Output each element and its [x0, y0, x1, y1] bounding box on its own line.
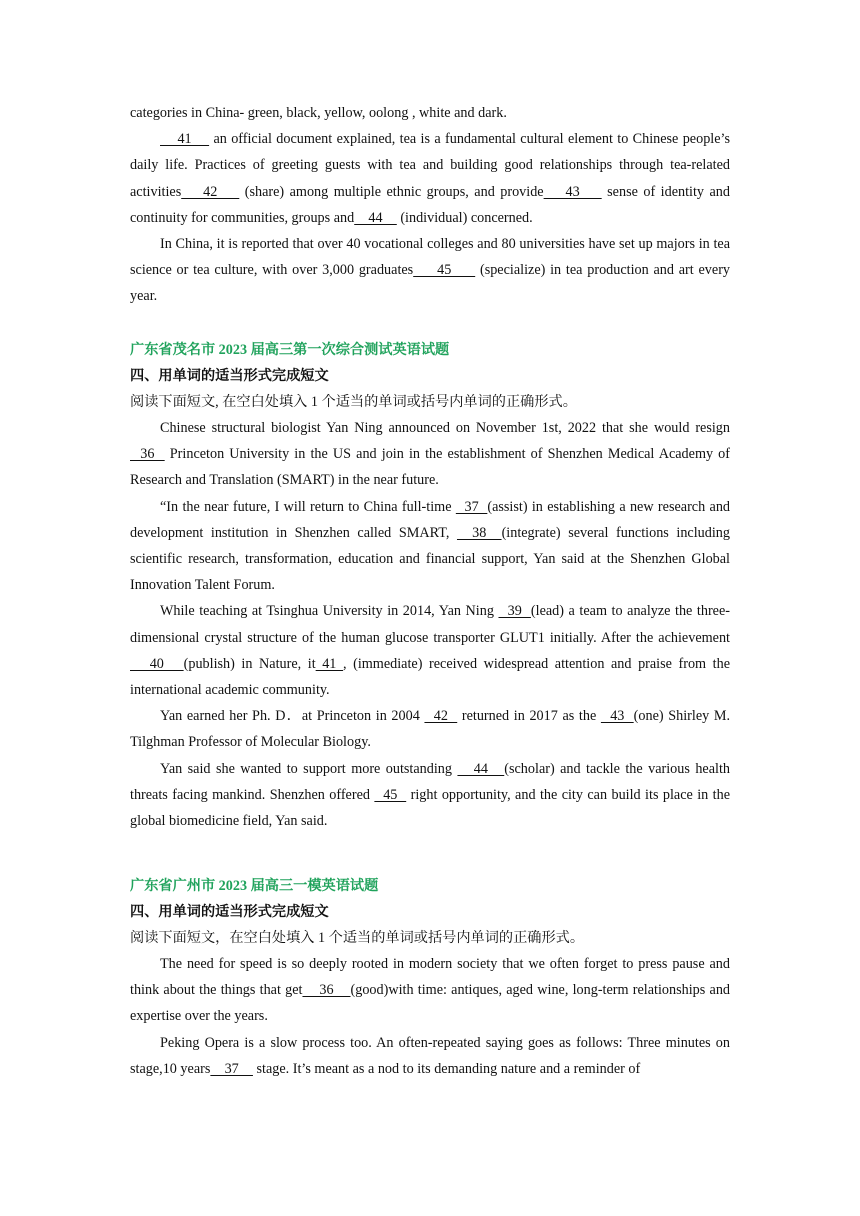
answer-blank: 38 — [456, 524, 502, 541]
answer-blank: 44 — [457, 760, 505, 777]
paragraph-text: sense of identity and continuity for communities, groups and — [130, 183, 730, 226]
paragraph — [130, 1030, 730, 1082]
paragraph-text: returned in 2017 as the — [457, 708, 601, 725]
section-title: 广东省茂名市 2023 届高三第一次综合测试英语试题 — [130, 342, 450, 358]
paragraph-text: categories in China- green, black, yellow, oolong , white and dark. — [130, 105, 507, 121]
paragraph-text: an official document explained, tea is a fundamental cultural element to Chinese people’s daily life. Practices of greeting guests with tea and building good relationships through tea-related activities — [130, 131, 730, 200]
paragraph-text: While teaching at Tsinghua University in 2014, Yan Ning — [160, 603, 499, 620]
answer-blank: 43 — [600, 708, 634, 725]
paragraph-text: (share) among multiple ethnic groups, and provide — [239, 183, 544, 200]
paragraph — [130, 494, 730, 599]
paragraph-text: Yan said she wanted to support more outstanding — [160, 760, 458, 777]
answer-blank: 42 — [181, 183, 240, 200]
paragraph-text: stage. It’s meant as a nod to its demanding nature and a reminder of — [252, 1060, 641, 1077]
paragraph-text: Peking Opera is a slow process too. An often-repeated saying goes as follows: Three minutes on stage,10 years — [130, 1034, 730, 1077]
paragraph-text: (individual) concerned. — [396, 209, 533, 226]
section-instruction: 阅读下面短文，在空白处填入 1 个适当的单词或括号内单词的正确形式。 — [130, 930, 585, 946]
passage-continuation — [130, 100, 730, 310]
section-instruction: 阅读下面短文, 在空白处填入 1 个适当的单词或括号内单词的正确形式。 — [130, 394, 577, 410]
answer-blank: 44 — [354, 209, 397, 226]
answer-blank: 45 — [374, 786, 407, 803]
paragraph — [130, 951, 730, 1030]
answer-blank: 36 — [302, 982, 351, 999]
answer-blank: 36 — [130, 446, 165, 463]
paragraph-text: In China, it is reported that over 40 vocational colleges and 80 universities have set up majors in tea science or tea culture, with over 3,000 graduates — [130, 236, 730, 279]
answer-blank: 37 — [210, 1060, 253, 1077]
paragraph — [130, 703, 730, 755]
paragraph — [130, 231, 730, 310]
paragraph-text: (scholar) and tackle the various health threats facing mankind. Shenzhen offered — [130, 760, 731, 803]
paragraph-text: (lead) a team to analyze the three-dimensional crystal structure of the human glucose transporter GLUT1 initially. After the achievement — [130, 603, 730, 646]
paragraph — [130, 756, 730, 835]
paragraph-text: (publish) in Nature, it — [183, 655, 316, 672]
section-maoming — [130, 337, 730, 834]
paragraph-text: Yan earned her Ph. D．at Princeton in 2004 — [160, 708, 425, 725]
paragraph-text: The need for speed is so deeply rooted in modern society that we often forget to press pause and think about the things that get — [130, 956, 730, 999]
paragraph — [130, 100, 730, 126]
paragraph-text: (good)with time: antiques, aged wine, long-term relationships and expertise over the years. — [130, 982, 731, 1025]
answer-blank: 45 — [413, 262, 476, 279]
paragraph-text: Princeton University in the US and join in the establishment of Shenzhen Medical Academy of Research and Translation (SMART) in the near future. — [130, 446, 731, 489]
paragraph-text: , (immediate) received widespread attention and praise from the international academic community. — [130, 655, 731, 699]
paragraph-text: (one) Shirley M. Tilghman Professor of Molecular Biology. — [130, 708, 731, 751]
section-subtitle: 四、用单词的适当形式完成短文 — [130, 904, 329, 920]
section-title: 广东省广州市 2023 届高三一模英语试题 — [130, 878, 379, 894]
answer-blank: 39 — [498, 603, 531, 620]
paragraph-text: right opportunity, and the city can build its place in the global biomedicine field, Yan said. — [130, 786, 730, 830]
paragraph-text: (integrate) several functions including scientific research, transformation, education and financial support, Yan said at the Shenzhen Global Innovation Talent Forum. — [130, 524, 730, 594]
answer-blank: 40 — [130, 655, 184, 672]
answer-blank: 37 — [455, 498, 488, 515]
section-subtitle: 四、用单词的适当形式完成短文 — [130, 368, 329, 384]
paragraph — [130, 598, 730, 703]
answer-blank: 41 — [315, 655, 343, 672]
paragraph — [130, 415, 730, 494]
answer-blank: 42 — [424, 708, 458, 725]
answer-blank: 41 — [160, 131, 210, 148]
section-guangzhou — [130, 873, 730, 1082]
paragraph-text: Chinese structural biologist Yan Ning announced on November 1st, 2022 that she would resign — [160, 420, 730, 436]
paragraph — [130, 126, 730, 231]
paragraph-text: (specialize) in tea production and art every year. — [130, 262, 731, 305]
paragraph-text: (assist) in establishing a new research and development institution in Shenzhen called SMART, — [130, 498, 730, 541]
paragraph-text: “In the near future, I will return to China full-time — [160, 498, 456, 515]
answer-blank: 43 — [543, 183, 602, 200]
